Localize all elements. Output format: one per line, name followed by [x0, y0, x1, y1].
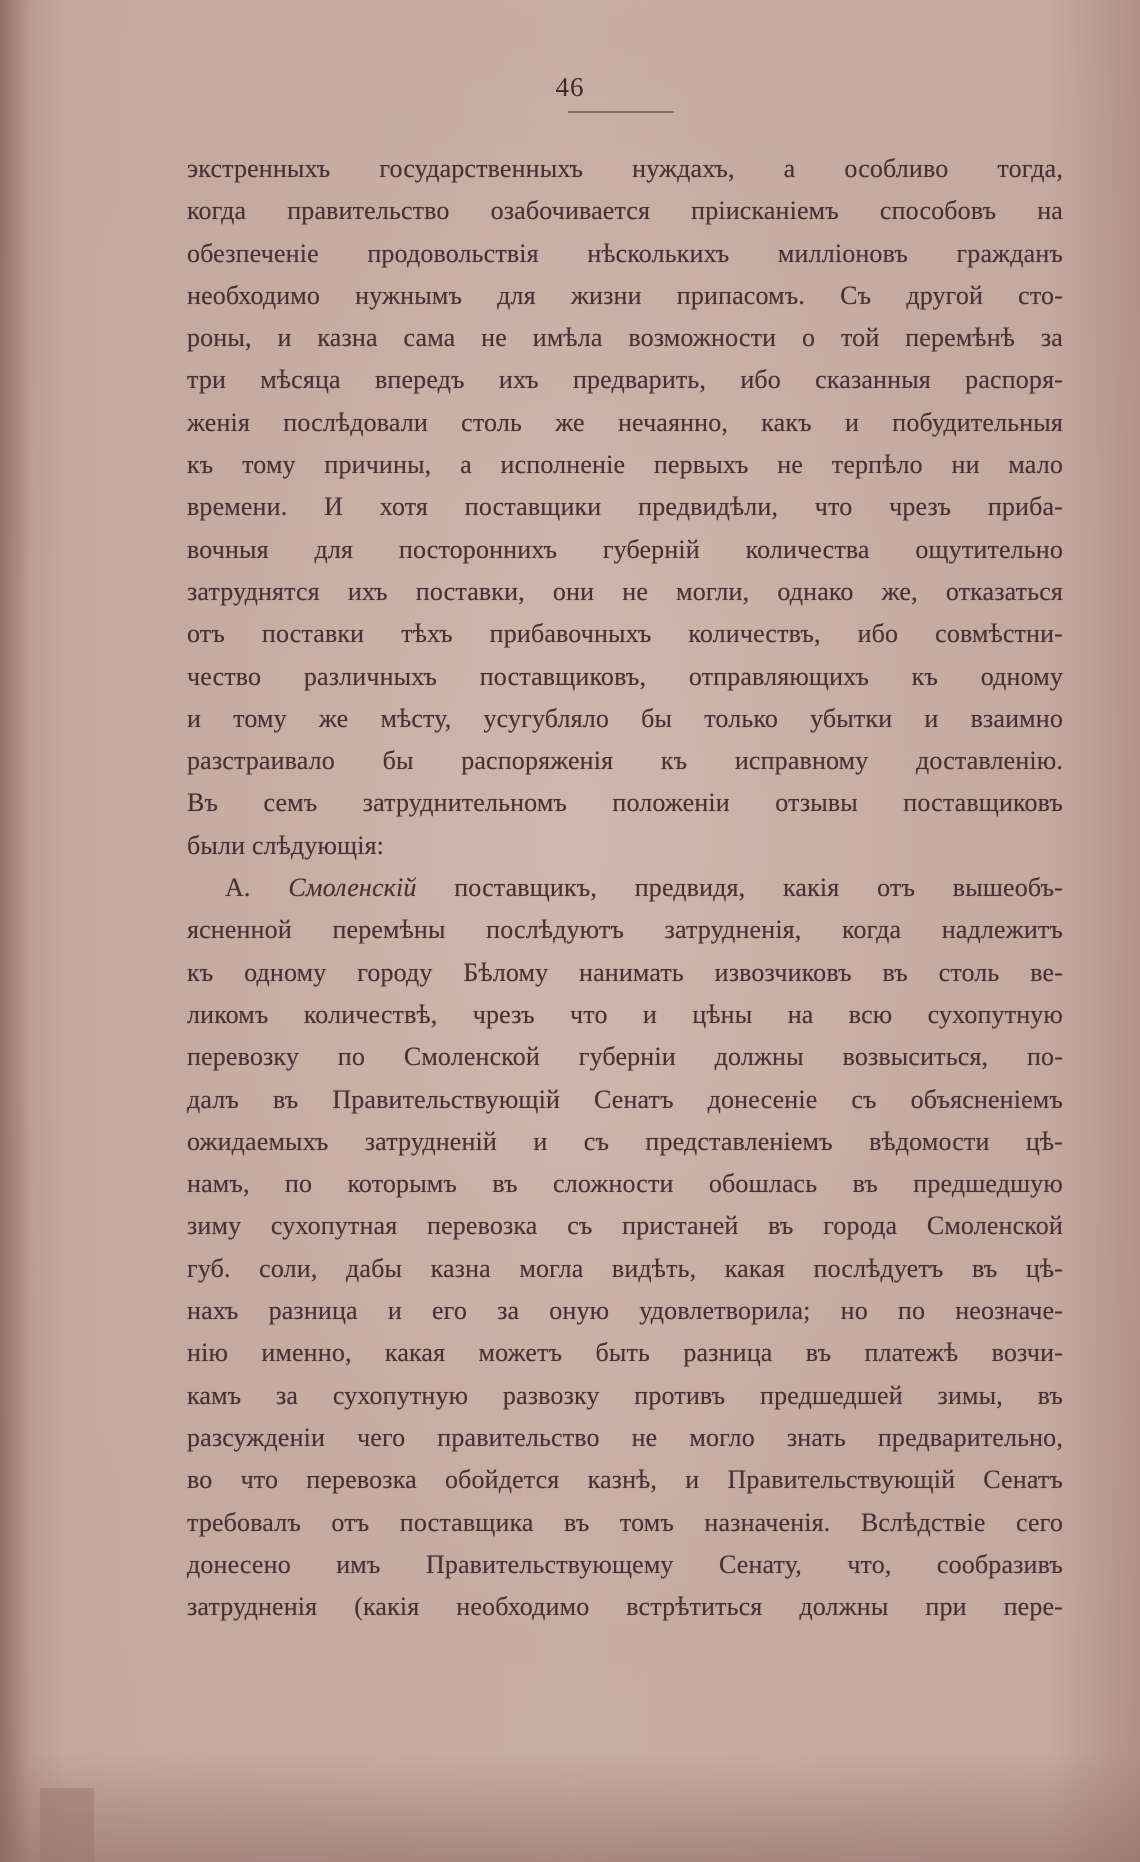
- paragraph-emphasis: Смоленскiй: [288, 873, 417, 903]
- text-line: къ одному городу Бѣлому нанимать извозчиковъ въ столь ве-: [187, 957, 1063, 987]
- text-line: времени. И хотя поставщики предвидѣли, что чрезъ приба-: [187, 492, 1063, 522]
- text-line: роны, и казна сама не имѣла возможности о той перемѣнѣ за: [187, 323, 1063, 353]
- text-line: камъ за сухопутную развозку противъ предшедшей зимы, въ: [187, 1380, 1063, 1410]
- text-line: нахъ разница и его за оную удовлетворила; но по неозначе-: [187, 1296, 1063, 1326]
- paragraph-marker: А.: [225, 873, 251, 903]
- page-number-rule: [568, 111, 674, 113]
- text-line: затрудненiя (какiя необходимо встрѣтиться должны при пере-: [187, 1592, 1063, 1622]
- text-line: отъ поставки тѣхъ прибавочныхъ количествъ, ибо совмѣстни-: [187, 619, 1063, 649]
- body-text: [187, 148, 1063, 1628]
- text-line: Въ семъ затруднительномъ положенiи отзывы поставщиковъ: [187, 788, 1063, 818]
- page-corner-mark: [40, 1788, 94, 1862]
- text-line: вочныя для постороннихъ губернiй количества ощутительно: [187, 534, 1063, 564]
- text-line: во что перевозка обойдется казнѣ, и Правительствующiй Сенатъ: [187, 1465, 1063, 1495]
- text-line: чество различныхъ поставщиковъ, отправляющихъ къ одному: [187, 661, 1063, 691]
- page-number: 46: [555, 72, 585, 102]
- text-line: намъ, по которымъ въ сложности обошлась въ предшедшую: [187, 1169, 1063, 1199]
- text-line: три мѣсяца впередъ ихъ предварить, ибо сказанныя распоря-: [187, 365, 1063, 395]
- text-line: обезпеченiе продовольствiя нѣсколькихъ миллiоновъ гражданъ: [187, 238, 1063, 268]
- text-line: и тому же мѣсту, усугубляло бы только убытки и взаимно: [187, 703, 1063, 733]
- text-line: разсужденiи чего правительство не могло знать предварительно,: [187, 1422, 1063, 1452]
- text-line: перевозку по Смоленской губернiи должны возвыситься, по-: [187, 1042, 1063, 1072]
- paragraph-first-line-text: поставщикъ, предвидя, какiя отъ вышеобъ-: [454, 873, 1063, 903]
- text-line: далъ въ Правительствующiй Сенатъ донесенiе съ объясненiемъ: [187, 1084, 1063, 1114]
- text-line: экстренныхъ государственныхъ нуждахъ, а особливо тогда,: [187, 154, 1063, 183]
- text-line: донесено имъ Правительствующему Сенату, что, сообразивъ: [187, 1549, 1063, 1579]
- text-line: женiя послѣдовали столь же нечаянно, какъ и побудительныя: [187, 407, 1063, 437]
- text-line: зиму сухопутная перевозка съ пристаней въ города Смоленской: [187, 1211, 1063, 1241]
- page-binding-shadow: [0, 0, 30, 1862]
- text-line: когда правительство озабочивается прiисканiемъ способовъ на: [187, 196, 1063, 226]
- text-line: требовалъ отъ поставщика въ томъ назначенiя. Вслѣдствiе сего: [187, 1507, 1063, 1537]
- text-line: ясненной перемѣны послѣдуютъ затрудненiя, когда надлежитъ: [187, 915, 1063, 945]
- text-line: ликомъ количествѣ, чрезъ что и цѣны на всю сухопутную: [187, 999, 1063, 1029]
- text-line: нiю именно, какая можетъ быть разница въ платежѣ возчи-: [187, 1338, 1063, 1368]
- text-line: ожидаемыхъ затрудненiй и съ представленiемъ вѣдомости цѣ-: [187, 1126, 1063, 1156]
- paragraph-a-first-line: [187, 867, 1063, 909]
- text-line: разстраивало бы распоряженiя къ исправному доставленiю.: [187, 746, 1063, 776]
- text-line: необходимо нужнымъ для жизни припасомъ. Съ другой сто-: [187, 280, 1063, 310]
- text-line: губ. соли, дабы казна могла видѣть, какая послѣдуетъ въ цѣ-: [187, 1253, 1063, 1283]
- page-bottom-shadow: [0, 1752, 1140, 1862]
- text-line: затруднятся ихъ поставки, они не могли, однако же, отказаться: [187, 576, 1063, 606]
- text-line: къ тому причины, а исполненiе первыхъ не терпѣло ни мало: [187, 450, 1063, 480]
- text-line: были слѣдующiя:: [187, 830, 385, 860]
